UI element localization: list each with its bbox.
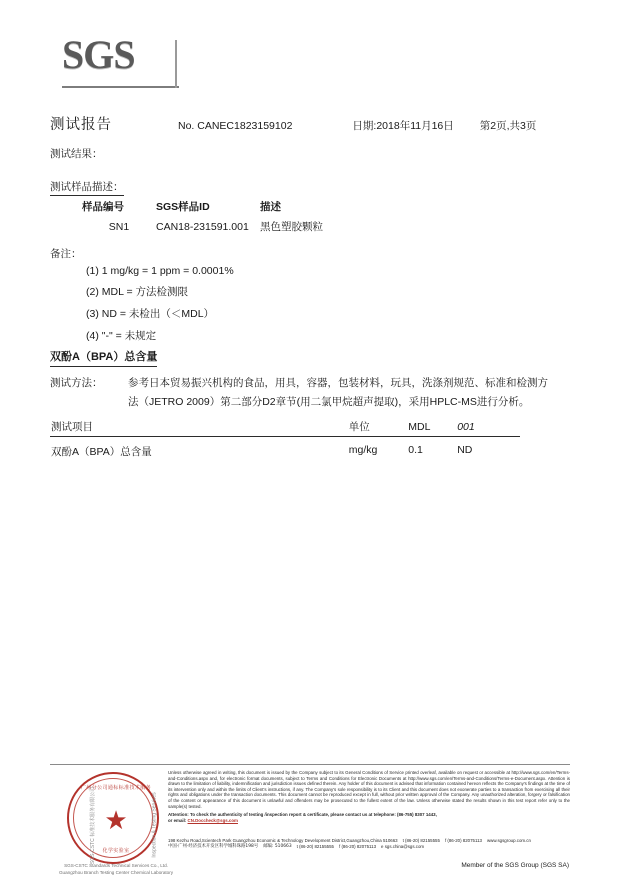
remark-item-4: (4) "-" = 未规定 — [86, 330, 157, 342]
cell-sample-no: SN1 — [108, 220, 130, 233]
footer-divider — [50, 764, 570, 765]
sgs-logo — [62, 33, 182, 83]
test-method-label: 测试方法： — [50, 377, 103, 389]
footer-fax-en: f (86-20) 82075113 — [444, 838, 482, 843]
footer-email-link[interactable]: CN.Doccheck@sgs.com — [187, 817, 238, 823]
section-heading-bpa: 双酚A（BPA）总含量 — [50, 348, 157, 367]
results-header-row — [50, 418, 520, 437]
footer-email[interactable]: e sgs.china@sgs.com — [381, 844, 425, 849]
table-row — [50, 437, 520, 461]
test-method-line-2: 法（JETRO 2009）第二部分D2章节(用二氯甲烷超声提取)，采用HPLC-MS进行分析。 — [128, 396, 530, 408]
report-header-row — [50, 113, 570, 134]
star-icon: ★ — [104, 805, 128, 835]
footer-attention-label: Attention: — [168, 812, 189, 818]
footer-address-row-cn — [168, 844, 570, 850]
logo-underline — [62, 86, 179, 88]
page-counter: 第2页,共3页 — [479, 120, 537, 132]
stamp-side-left-text: SGS-CSTC 标准技术服务有限公司 — [90, 786, 97, 865]
footer-attention-block — [168, 812, 570, 823]
table-row — [82, 219, 380, 234]
report-number: No. CANEC1823159102 — [178, 120, 293, 132]
column-header-sample-001: 001 — [456, 418, 520, 437]
logo-vertical-tick — [175, 40, 177, 88]
remark-item-1: (1) 1 mg/kg = 1 ppm = 0.0001% — [86, 265, 234, 277]
report-date: 日期:2018年11月16日 — [352, 120, 454, 132]
column-header-sample-no: 样品编号 — [82, 201, 124, 213]
column-header-test-item: 测试项目 — [50, 418, 348, 437]
column-header-sgs-id: SGS样品ID — [156, 201, 210, 213]
footer-tel-en: t (86-20) 82155555 — [402, 838, 440, 843]
footer-address-block — [168, 838, 570, 850]
footer-fax-cn: f (86-20) 82075113 — [339, 844, 377, 849]
footer-attention-text: To check the authenticity of testing /inspection report & certificate, please contact us at telephone: (86-755) 8307 1443, — [189, 812, 437, 818]
stamp-bottom-text: 化学实验室 — [102, 848, 130, 854]
stamp-side-right-text: Inspection & Testing Services — [151, 792, 158, 858]
sgs-logo-text: SGS — [62, 32, 135, 77]
remarks-label: 备注： — [50, 248, 82, 260]
table-header-row — [82, 199, 380, 219]
results-table — [50, 418, 520, 460]
test-method-text — [128, 374, 548, 412]
remark-item-3: (3) ND = 未检出（＜MDL） — [86, 308, 215, 320]
cell-test-item: 双酚A（BPA）总含量 — [51, 446, 152, 458]
column-header-description: 描述 — [260, 201, 281, 213]
cell-description: 黑色塑胶颗粒 — [260, 221, 323, 233]
page-title: 测试报告 — [50, 117, 112, 133]
test-method-line-1: 参考日本贸易振兴机构的食品，用具，容器，包装材料，玩具，洗涤剂规范、标准和检测方 — [128, 377, 548, 389]
cell-sgs-id: CAN18-231591.001 — [156, 220, 249, 233]
stamp-caption-line-2: Guangzhou Branch Testing Center Chemical Laboratory — [58, 870, 174, 875]
footer-email-label: or email: — [168, 817, 187, 823]
sample-description-table — [82, 199, 380, 234]
footer-address-cn: 中国·广州·经济技术开发区科学城科珠路198号 — [168, 844, 259, 849]
cell-unit: mg/kg — [348, 444, 378, 456]
results-label: 测试结果： — [50, 148, 103, 160]
remarks-list — [86, 265, 234, 350]
footer-member-text: Member of the SGS Group (SGS SA) — [461, 862, 569, 869]
column-header-mdl: MDL — [407, 418, 456, 437]
company-stamp — [58, 770, 174, 875]
stamp-top-text: 广州分公司通标标准技术服务 — [80, 785, 152, 791]
footer-website[interactable]: www.sgsgroup.com.cn — [486, 838, 531, 843]
footer-legal-text: Unless otherwise agreed in writing, this document is issued by the Company subject to its General Conditions of Service printed overleaf, available on request or accessible at http://www.sgs.com/en/Terms-and-Conditions.aspx and, for electronic format documents, subject to Terms and Conditions for Electronic Documents at http://www.sgs.com/en/Terms-and-Conditions/Terms-e-Document.aspx. Attention is drawn to the limitation of liability, indemnification and jurisdiction issues defined therein. Any holder of this document is advised that information contained hereon reflects the Company's findings at the time of its intervention only and within the limits of Client's instructions, if any. The Company's sole responsibility is to its Client and this document does not exonerate parties to a transaction from exercising all their rights and obligations under the transaction documents. This document cannot be reproduced except in full, without prior written approval of the Company. Any unauthorized alteration, forgery or falsification of the content or appearance of this document is unlawful and offenders may be prosecuted to the fullest extent of the law. Unless otherwise stated the results shown in this test report refer only to the sample(s) tested. — [168, 770, 570, 809]
stamp-caption-line-1: SGS-CSTC Standards Technical Services Co., Ltd. — [64, 863, 168, 868]
footer-legal-block — [168, 770, 570, 823]
cell-result-001: ND — [457, 444, 473, 456]
sample-description-heading: 测试样品描述： — [50, 179, 124, 196]
cell-mdl: 0.1 — [408, 444, 423, 456]
footer-zip-cn: 邮编: 510663 — [263, 844, 292, 849]
footer-address-en: 198 Kezhu Road,Scientech Park Guangzhou Economic & Technology Development District,Guangzhou,China 510663 — [168, 838, 398, 843]
stamp-caption — [58, 862, 174, 876]
remark-item-2: (2) MDL = 方法检测限 — [86, 286, 188, 298]
column-header-unit: 单位 — [348, 418, 408, 437]
footer-tel-cn: t (86-20) 82155555 — [296, 844, 334, 849]
